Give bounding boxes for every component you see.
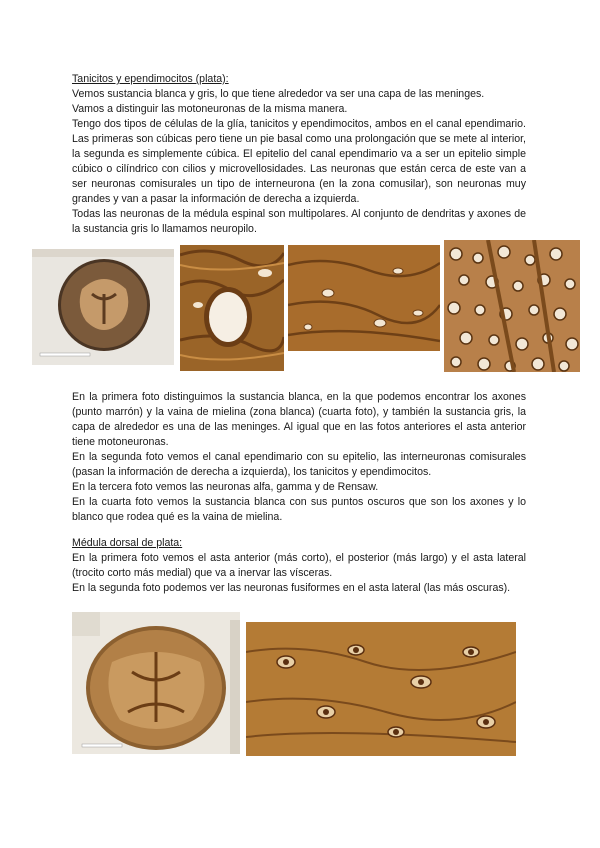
paragraph: Tengo dos tipos de células de la glía, tanicitos y ependimocitos, ambos en el canal ependimario. Las primeras son cúbicas pero tiene un pie basal como una prolongación que se mete al interior, la segunda es simplemente cúbica. El epitelio del canal ependimario va a ser un epitelio simple cúbico o cilíndrico con cilios y microvellosidades. Las neuronas que están cerca de este van a ser neuronas comisurales un tipo de interneurona (en la zona comusilar), son neuronas muy grandes y van a pasar la información de derecha a izquierda. bbox=[72, 118, 526, 205]
paragraph: En la primera foto distinguimos la sustancia blanca, en la que podemos encontrar los axones (punto marrón) y la vaina de mielina (zona blanca) (cuarta foto), y también la sustancia gris, la capa de alrededor es una de las meninges. Al igual que en las fotos anteriores el asta anterior tiene motoneuronas. bbox=[72, 391, 526, 448]
paragraph: En la segunda foto podemos ver las neuronas fusiformes en el asta lateral (las más oscuras). bbox=[72, 582, 511, 594]
paragraph: Vemos sustancia blanca y gris, lo que tiene alrededor va ser una capa de las meninges. bbox=[72, 88, 485, 100]
section-tanicitos bbox=[72, 72, 526, 237]
white-matter-axons-image bbox=[444, 240, 580, 372]
paragraph: En la tercera foto vemos las neuronas alfa, gamma y de Rensaw. bbox=[72, 481, 379, 493]
paragraph: Todas las neuronas de la médula espinal son multipolares. Al conjunto de dendritas y axones de la sustancia gris lo llamamos neuropilo. bbox=[72, 208, 526, 235]
paragraph: En la cuarta foto vemos la sustancia blanca con sus puntos oscuros que son los axones y lo blanco que rodea qué es la vaina de mielina. bbox=[72, 496, 526, 523]
section-medula-dorsal bbox=[72, 536, 526, 596]
ependymal-canal-image bbox=[180, 245, 284, 371]
spinal-cord-slide-image bbox=[32, 249, 174, 365]
paragraph: En la segunda foto vemos el canal ependimario con su epitelio, las interneuronas comisurales (pasan la información de derecha a izquierda), los tanicitos y ependimocitos. bbox=[72, 451, 526, 478]
section-heading-medula-dorsal: Médula dorsal de plata: bbox=[72, 537, 183, 549]
dorsal-cord-slide-image bbox=[72, 612, 240, 754]
section-heading-tanicitos: Tanicitos y ependimocitos (plata): bbox=[72, 73, 229, 85]
fusiform-neurons-image bbox=[246, 622, 516, 756]
motor-neurons-image bbox=[288, 245, 440, 351]
section-photo-descriptions bbox=[72, 390, 526, 525]
paragraph: En la primera foto vemos el asta anterior (más corto), el posterior (más largo) y el asta lateral (trocito corto más medial) que va a inervar las vísceras. bbox=[72, 552, 526, 579]
paragraph: Vamos a distinguir las motoneuronas de la misma manera. bbox=[72, 103, 348, 115]
